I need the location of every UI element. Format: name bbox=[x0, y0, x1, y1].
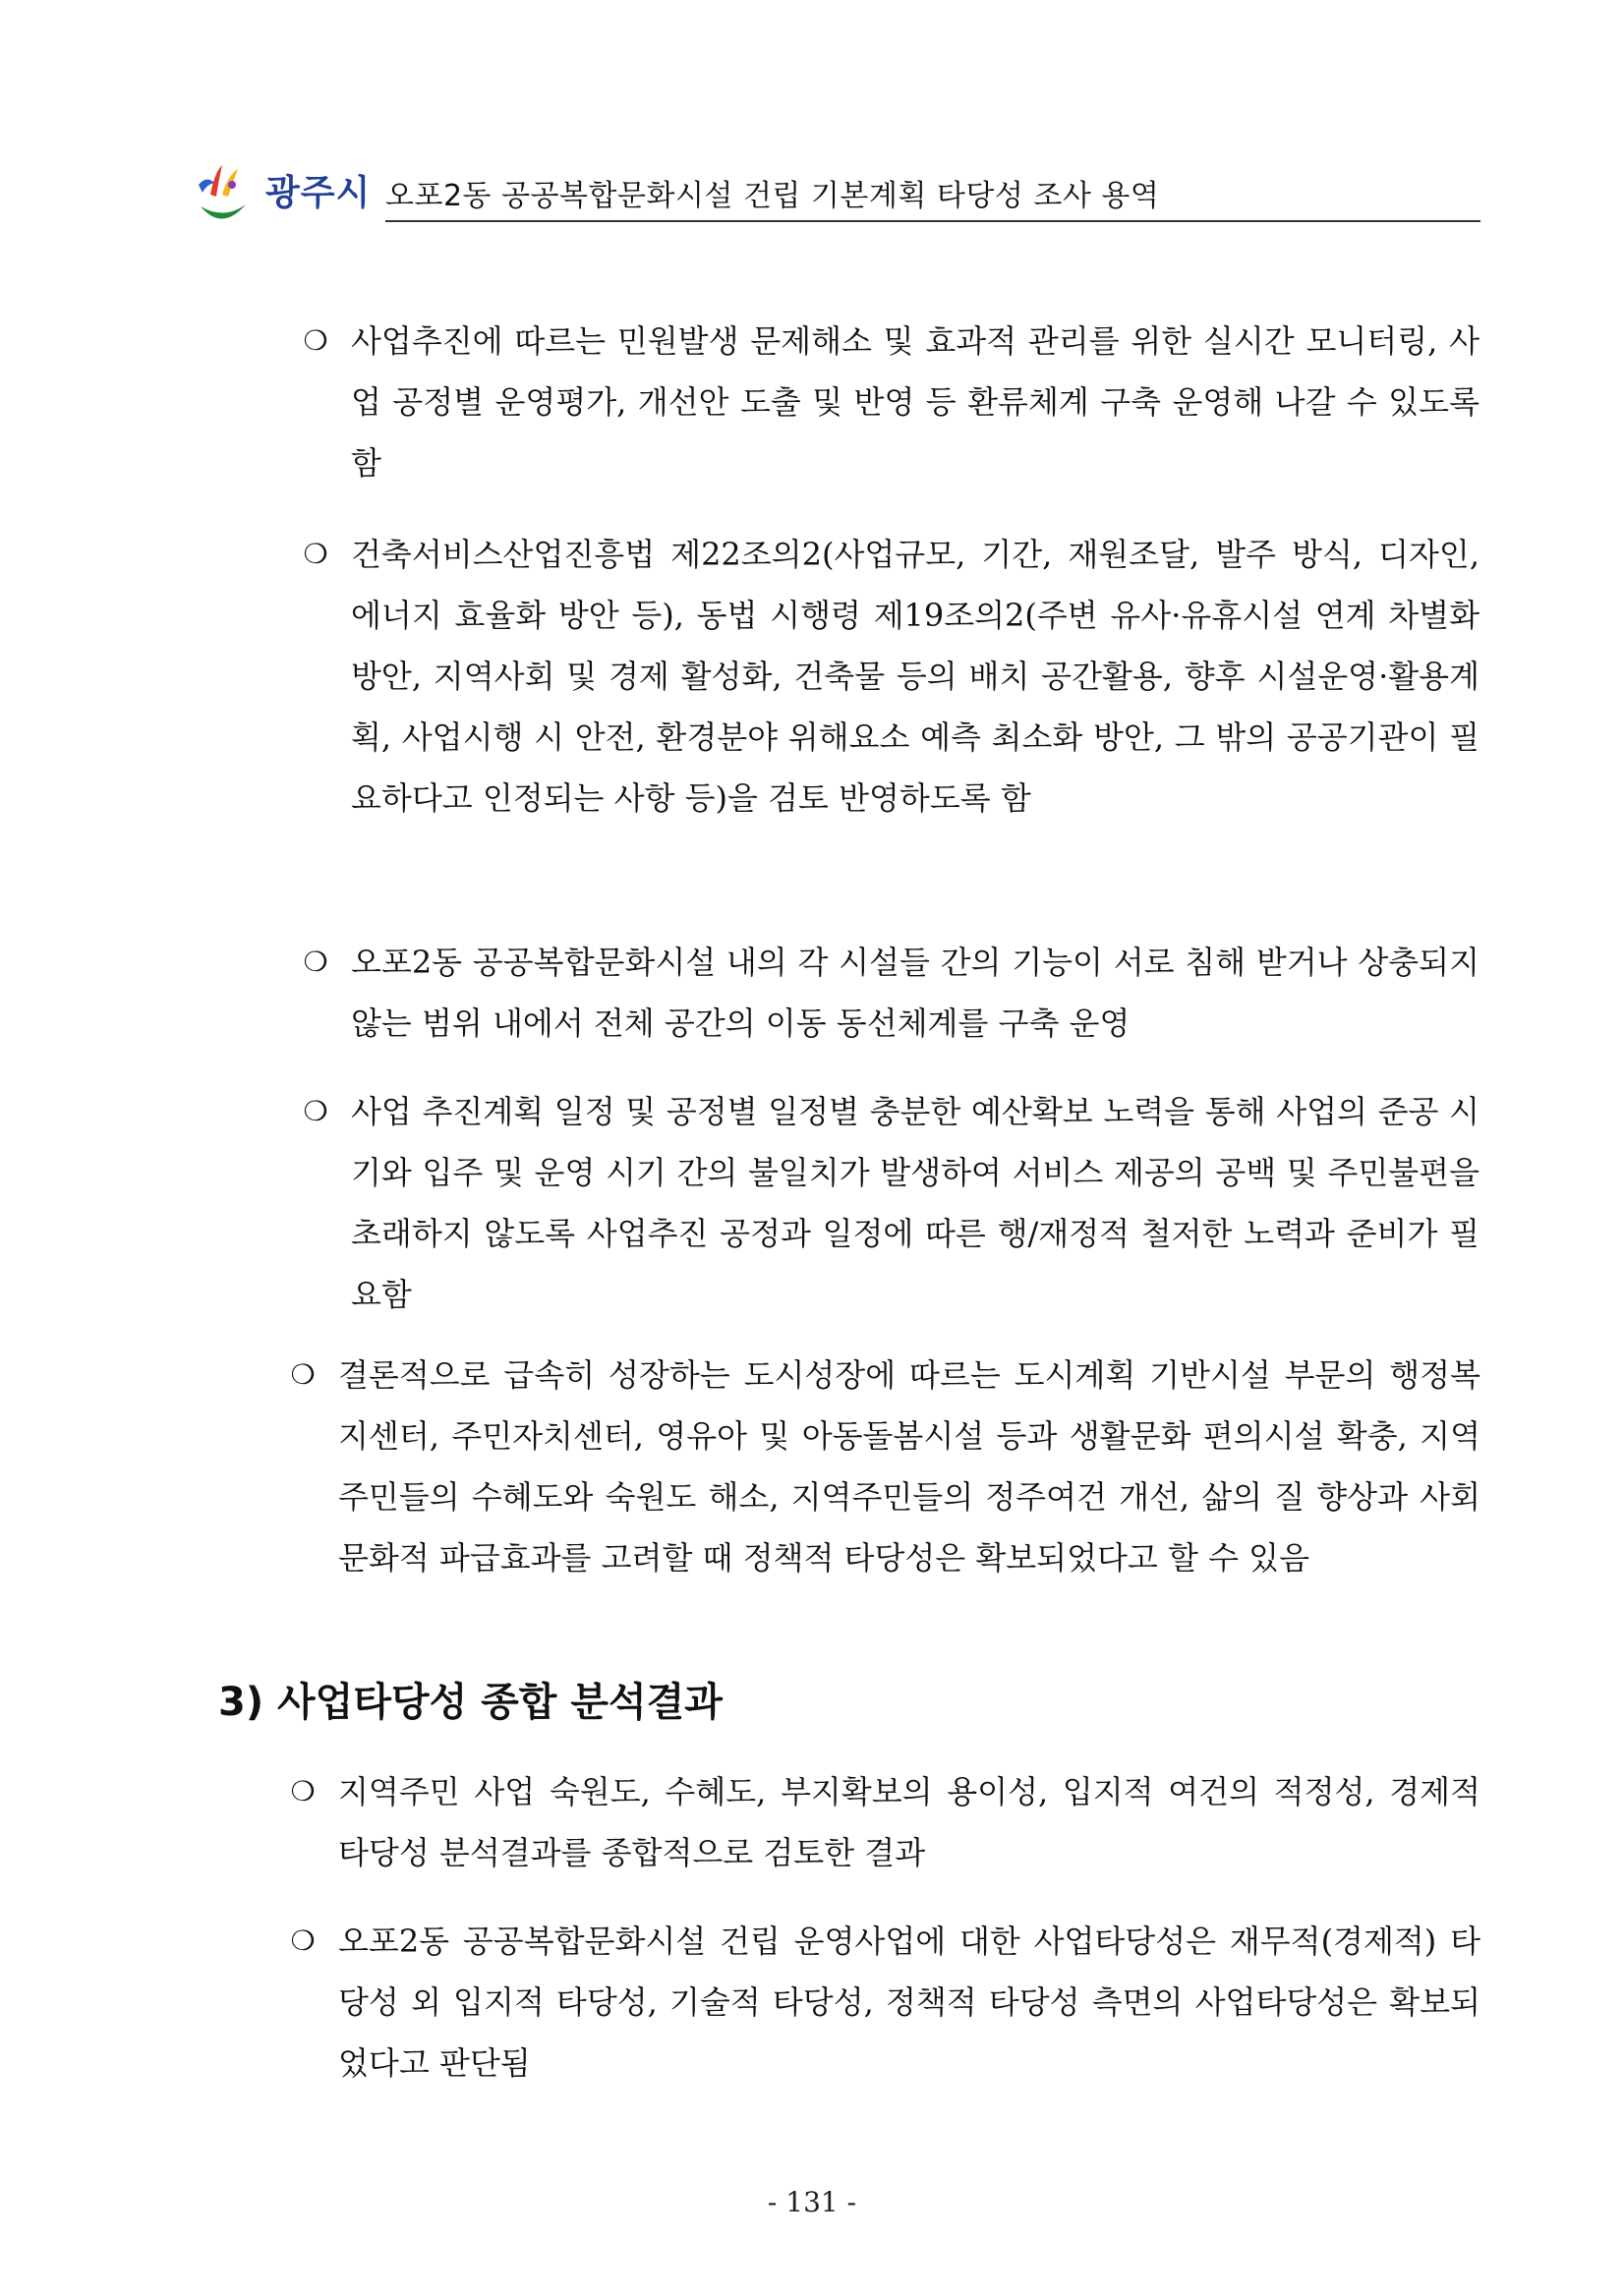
paragraph-text: 오포2동 공공복합문화시설 건립 운영사업에 대한 사업타당성은 재무적(경제적) 타당성 외 입지적 타당성, 기술적 타당성, 정책적 타당성 측면의 사업타당성은 확보되었다고 판단됨 bbox=[338, 1923, 1480, 2082]
city-logo-icon bbox=[193, 155, 252, 224]
bullet-icon: ❍ bbox=[303, 1095, 328, 1127]
bullet-icon: ❍ bbox=[303, 324, 328, 357]
bullet-icon: ❍ bbox=[290, 1924, 316, 1957]
bullet-icon: ❍ bbox=[303, 538, 328, 570]
paragraph-text: 오포2동 공공복합문화시설 내의 각 시설들 간의 기능이 서로 침해 받거나 상충되지 않는 범위 내에서 전체 공간의 이동 동선체계를 구축 운영 bbox=[351, 944, 1479, 1042]
section-heading: 3) 사업타당성 종합 분석결과 bbox=[218, 1680, 723, 1725]
paragraph-text: 결론적으로 급속히 성장하는 도시성장에 따르는 도시계획 기반시설 부문의 행정복지센터, 주민자치센터, 영유아 및 아동돌봄시설 등과 생활문화 편의시설 확충, 지역주민들의 수혜도와 숙원도 해소, 지역주민들의 정주여건 개선, 삶의 질 향상과 사회문화적 파급효과를 고려할 때 정책적 타당성은 확보되었다고 할 수 있음 bbox=[338, 1356, 1480, 1577]
logo-text: 광주시 bbox=[265, 173, 372, 213]
page-header bbox=[193, 147, 1480, 226]
bullet-icon: ❍ bbox=[290, 1775, 316, 1808]
paragraph-text: 사업추진에 따르는 민원발생 문제해소 및 효과적 관리를 위한 실시간 모니터링, 사업 공정별 운영평가, 개선안 도출 및 반영 등 환류체계 구축 운영해 나갈 수 있도록 함 bbox=[351, 322, 1479, 482]
bullet-icon: ❍ bbox=[290, 1358, 316, 1391]
paragraph-text: 지역주민 사업 숙원도, 수혜도, 부지확보의 용이성, 입지적 여건의 적정성, 경제적 타당성 분석결과를 종합적으로 검토한 결과 bbox=[338, 1773, 1480, 1871]
paragraph-text: 건축서비스산업진흥법 제22조의2(사업규모, 기간, 재원조달, 발주 방식, 디자인, 에너지 효율화 방안 등), 동법 시행령 제19조의2(주변 유사·유휴시설 연계 차별화 방안, 지역사회 및 경제 활성화, 건축물 등의 배치 공간활용, 향후 시설운영·활용계획, 사업시행 시 안전, 환경분야 위해요소 예측 최소화 방안, 그 밖의 공공기관이 필요하다고 인정되는 사항 등)을 검토 반영하도록 함 bbox=[351, 536, 1479, 817]
bullet-icon: ❍ bbox=[303, 946, 328, 978]
header-divider bbox=[385, 220, 1480, 222]
page-number: - 131 - bbox=[767, 2186, 857, 2218]
document-title: 오포2동 공공복합문화시설 건립 기본계획 타당성 조사 용역 bbox=[385, 179, 1160, 213]
paragraph-text: 사업 추진계획 일정 및 공정별 일정별 충분한 예산확보 노력을 통해 사업의 준공 시기와 입주 및 운영 시기 간의 불일치가 발생하여 서비스 제공의 공백 및 주민불편을 초래하지 않도록 사업추진 공정과 일정에 따른 행/재정적 철저한 노력과 준비가 필요함 bbox=[351, 1093, 1479, 1313]
